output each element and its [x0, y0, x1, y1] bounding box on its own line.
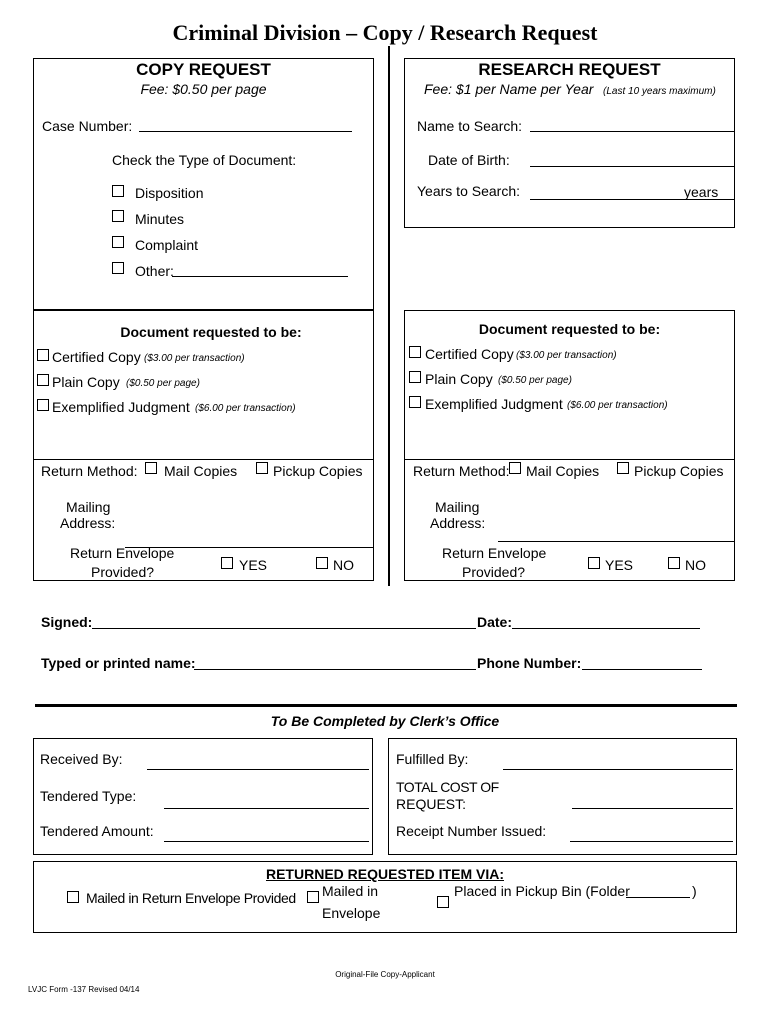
phone-label: Phone Number:	[477, 655, 582, 671]
signed-label: Signed:	[41, 614, 93, 630]
typed-name-field[interactable]	[194, 669, 476, 670]
tendered-amount-label: Tendered Amount:	[40, 823, 154, 839]
dob-field[interactable]	[530, 166, 735, 167]
received-by-field[interactable]	[147, 769, 369, 770]
research-plain-checkbox[interactable]	[409, 371, 421, 383]
research-requested-label: Document requested to be:	[478, 321, 661, 337]
research-exemplified-label: Exemplified Judgment	[425, 396, 563, 412]
copy-pickup-checkbox[interactable]	[256, 462, 268, 474]
research-plain-label: Plain Copy	[425, 371, 493, 387]
research-envelope-label-2: Provided?	[462, 564, 526, 580]
copy-exemplified-fee: ($6.00 per transaction)	[195, 403, 296, 414]
minutes-label: Minutes	[135, 211, 185, 227]
research-no-label: NO	[685, 557, 706, 573]
disposition-checkbox[interactable]	[112, 185, 124, 197]
typed-name-label: Typed or printed name:	[41, 655, 196, 671]
envelope-label: Envelope	[322, 905, 381, 921]
fulfilled-by-label: Fulfilled By:	[396, 751, 469, 767]
copy-return-method-label: Return Method:	[41, 463, 138, 479]
copy-yes-checkbox[interactable]	[221, 557, 233, 569]
copy-exemplified-label: Exemplified Judgment	[52, 399, 190, 415]
mailed-return-envelope-label: Mailed in Return Envelope Provided	[86, 890, 296, 906]
research-mail-label: Mail Copies	[526, 463, 600, 479]
dob-label: Date of Birth:	[428, 152, 510, 168]
copy-mail-checkbox[interactable]	[145, 462, 157, 474]
copy-mailing-label: Mailing	[66, 499, 111, 515]
column-divider	[388, 46, 390, 586]
page-title: Criminal Division – Copy / Research Request	[172, 20, 598, 45]
name-to-search-field[interactable]	[530, 131, 735, 132]
receipt-number-field[interactable]	[570, 841, 733, 842]
copy-certified-fee: ($3.00 per transaction)	[144, 353, 245, 364]
copy-no-checkbox[interactable]	[316, 557, 328, 569]
copy-envelope-label-2: Provided?	[91, 564, 155, 580]
copy-plain-label: Plain Copy	[52, 374, 120, 390]
research-exemplified-fee: ($6.00 per transaction)	[567, 400, 668, 411]
date-label: Date:	[477, 614, 513, 630]
mailed-in-envelope-checkbox[interactable]	[307, 891, 319, 903]
copy-mail-label: Mail Copies	[164, 463, 238, 479]
research-mailing-label: Mailing	[435, 499, 480, 515]
minutes-checkbox[interactable]	[112, 210, 124, 222]
research-envelope-label: Return Envelope	[442, 545, 547, 561]
copy-address-label: Address:	[60, 515, 116, 531]
copy-request-header: COPY REQUEST	[136, 60, 271, 79]
complaint-label: Complaint	[135, 237, 199, 253]
section-divider	[35, 704, 737, 707]
clerk-header: To Be Completed by Clerk’s Office	[270, 713, 500, 729]
research-pickup-checkbox[interactable]	[617, 462, 629, 474]
research-fee: Fee: $1 per Name per Year	[424, 81, 594, 97]
research-request-header: RESEARCH REQUEST	[478, 60, 661, 79]
years-to-search-label: Years to Search:	[417, 183, 520, 199]
folder-field[interactable]	[626, 897, 690, 898]
signed-field[interactable]	[92, 628, 476, 629]
research-mail-checkbox[interactable]	[509, 462, 521, 474]
copy-fee: Fee: $0.50 per page	[140, 81, 267, 97]
research-yes-label: YES	[605, 557, 634, 573]
other-field[interactable]	[172, 276, 348, 277]
case-number-label: Case Number:	[42, 118, 133, 134]
phone-field[interactable]	[582, 669, 702, 670]
total-cost-field[interactable]	[572, 808, 733, 809]
research-yes-checkbox[interactable]	[588, 557, 600, 569]
research-certified-label: Certified Copy	[425, 346, 514, 362]
name-to-search-label: Name to Search:	[417, 118, 523, 134]
tendered-type-label: Tendered Type:	[40, 788, 137, 804]
pickup-bin-checkbox[interactable]	[437, 896, 449, 908]
research-plain-fee: ($0.50 per page)	[498, 375, 572, 386]
years-unit: years	[684, 184, 719, 200]
complaint-checkbox[interactable]	[112, 236, 124, 248]
mailed-return-envelope-checkbox[interactable]	[67, 891, 79, 903]
copy-certified-checkbox[interactable]	[37, 349, 49, 361]
copy-no-label: NO	[333, 557, 354, 573]
mailed-in-label: Mailed in	[322, 883, 379, 899]
copy-plain-checkbox[interactable]	[37, 374, 49, 386]
date-field[interactable]	[512, 628, 700, 629]
copy-pickup-label: Pickup Copies	[273, 463, 363, 479]
copy-exemplified-checkbox[interactable]	[37, 399, 49, 411]
research-address-label: Address:	[430, 515, 486, 531]
copy-certified-label: Certified Copy	[52, 349, 141, 365]
check-type-label: Check the Type of Document:	[112, 152, 297, 168]
received-by-label: Received By:	[40, 751, 123, 767]
disposition-label: Disposition	[135, 185, 204, 201]
other-checkbox[interactable]	[112, 262, 124, 274]
research-return-method-label: Return Method:	[413, 463, 510, 479]
copy-envelope-label: Return Envelope	[70, 545, 175, 561]
tendered-amount-field[interactable]	[164, 841, 369, 842]
pickup-bin-close: )	[692, 883, 697, 899]
pickup-bin-label: Placed in Pickup Bin (Folder	[454, 883, 630, 899]
research-certified-checkbox[interactable]	[409, 346, 421, 358]
research-exemplified-checkbox[interactable]	[409, 396, 421, 408]
copy-plain-fee: ($0.50 per page)	[126, 378, 200, 389]
research-no-checkbox[interactable]	[668, 557, 680, 569]
total-cost-label-2: REQUEST:	[396, 796, 467, 812]
returned-header: RETURNED REQUESTED ITEM VIA:	[265, 866, 504, 882]
fulfilled-by-field[interactable]	[503, 769, 733, 770]
copies-distribution: Original-File Copy-Applicant	[335, 970, 435, 979]
case-number-field[interactable]	[139, 131, 352, 132]
receipt-number-label: Receipt Number Issued:	[396, 823, 547, 839]
research-certified-fee: ($3.00 per transaction)	[516, 350, 617, 361]
form-id: LVJC Form -137 Revised 04/14	[28, 985, 140, 994]
copy-yes-label: YES	[239, 557, 268, 573]
other-label: Other:	[135, 263, 174, 279]
copy-requested-label: Document requested to be:	[120, 324, 302, 340]
research-address-field[interactable]	[498, 541, 735, 542]
total-cost-label: TOTAL COST OF	[396, 779, 499, 795]
tendered-type-field[interactable]	[164, 808, 369, 809]
research-pickup-label: Pickup Copies	[634, 463, 724, 479]
research-fee-note: (Last 10 years maximum)	[603, 86, 716, 97]
